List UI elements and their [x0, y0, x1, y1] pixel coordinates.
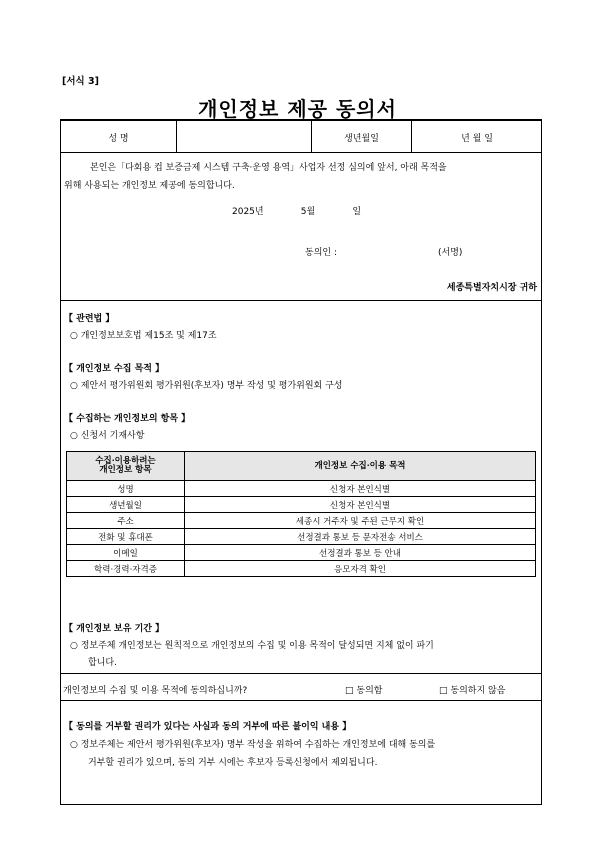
disagree-option[interactable] [439, 683, 505, 696]
table-row [67, 481, 536, 497]
law-heading: 【 관련법 】 [64, 314, 115, 324]
consent-line-1: 본인은「다회용 컵 보증금제 시스템 구축·운영 용역」사업자 선정 심의에 앞서, 아래 목적을 [90, 163, 447, 173]
table-cell-purpose: 응모자격 확인 [185, 561, 536, 577]
table-cell-purpose: 선정결과 통보 등 문자전송 서비스 [185, 529, 536, 545]
dob-label: 생년월일 [344, 134, 379, 144]
purpose-item: ○ 제안서 평가위원회 평가위원(후보자) 명부 작성 및 평가위원회 구성 [70, 381, 343, 391]
purpose-heading: 【 개인정보 수집 목적 】 [64, 364, 165, 374]
table-cell-item: 전화 및 휴대폰 [67, 529, 185, 545]
consent-question: 개인정보의 수집 및 이용 목적에 동의하십니까? [63, 686, 248, 696]
table-cell-item: 주소 [67, 513, 185, 529]
disagree-label: 동의하지 않음 [450, 686, 506, 696]
personal-info-table [66, 451, 536, 577]
addressee: 세종특별자치시장 귀하 [446, 283, 537, 293]
table-row [67, 561, 536, 577]
form-number: [서식 3] [62, 76, 99, 87]
agree-option[interactable] [345, 683, 382, 696]
consent-line-2: 위해 사용되는 개인정보 제공에 동의합니다. [64, 181, 235, 191]
table-header-item: 수집·이용하려는 개인정보 항목 [67, 452, 185, 481]
refusal-line-1: ○ 정보주체는 제안서 평가위원(후보자) 명부 작성을 위하여 수집하는 개인정보에 대해 동의를 [70, 740, 436, 750]
table-header-purpose: 개인정보 수집·이용 목적 [185, 452, 536, 481]
table-row [67, 529, 536, 545]
consent-date: 2025년 5월 일 [232, 207, 362, 217]
divider [60, 300, 542, 301]
divider [60, 152, 542, 153]
table-row [67, 497, 536, 513]
retention-line-1: ○ 정보주체 개인정보는 원칙적으로 개인정보의 수집 및 이용 목적이 달성되면 지체 없이 파기 [70, 641, 434, 651]
table-row [67, 545, 536, 561]
table-cell-item: 성명 [67, 481, 185, 497]
items-heading: 【 수집하는 개인정보의 항목 】 [64, 414, 191, 424]
retention-heading: 【 개인정보 보유 기간 】 [64, 624, 165, 634]
signature-field[interactable]: (서명) [438, 248, 463, 258]
dob-field[interactable]: 년 월 일 [461, 134, 493, 144]
page-title: 개인정보 제공 동의서 [198, 97, 397, 121]
items-item: ○ 신청서 기재사항 [70, 431, 145, 441]
name-field[interactable] [177, 126, 311, 148]
signer-label: 동의인 : [305, 248, 337, 258]
refusal-line-2: 거부할 권리가 있으며, 동의 거부 시에는 후보자 등록신청에서 제외됩니다. [88, 758, 378, 768]
table-cell-purpose: 선정결과 통보 등 안내 [185, 545, 536, 561]
checkbox-icon[interactable]: □ [439, 686, 448, 696]
table-cell-item: 생년월일 [67, 497, 185, 513]
divider [60, 673, 542, 674]
law-item: ○ 개인정보보호법 제15조 및 제17조 [70, 331, 217, 341]
divider [60, 700, 542, 701]
table-cell-purpose: 신청자 본인식별 [185, 497, 536, 513]
retention-line-2: 합니다. [88, 658, 117, 668]
checkbox-icon[interactable]: □ [345, 686, 354, 696]
agree-label: 동의함 [356, 686, 383, 696]
table-cell-item: 이메일 [67, 545, 185, 561]
name-label: 성 명 [108, 134, 129, 144]
refusal-heading: 【 동의를 거부할 권리가 있다는 사실과 동의 거부에 따른 불이익 내용 】 [64, 722, 352, 732]
table-cell-item: 학력·경력·자격증 [67, 561, 185, 577]
table-row [67, 513, 536, 529]
table-cell-purpose: 세종시 거주자 및 주된 근무지 확인 [185, 513, 536, 529]
table-cell-purpose: 신청자 본인식별 [185, 481, 536, 497]
